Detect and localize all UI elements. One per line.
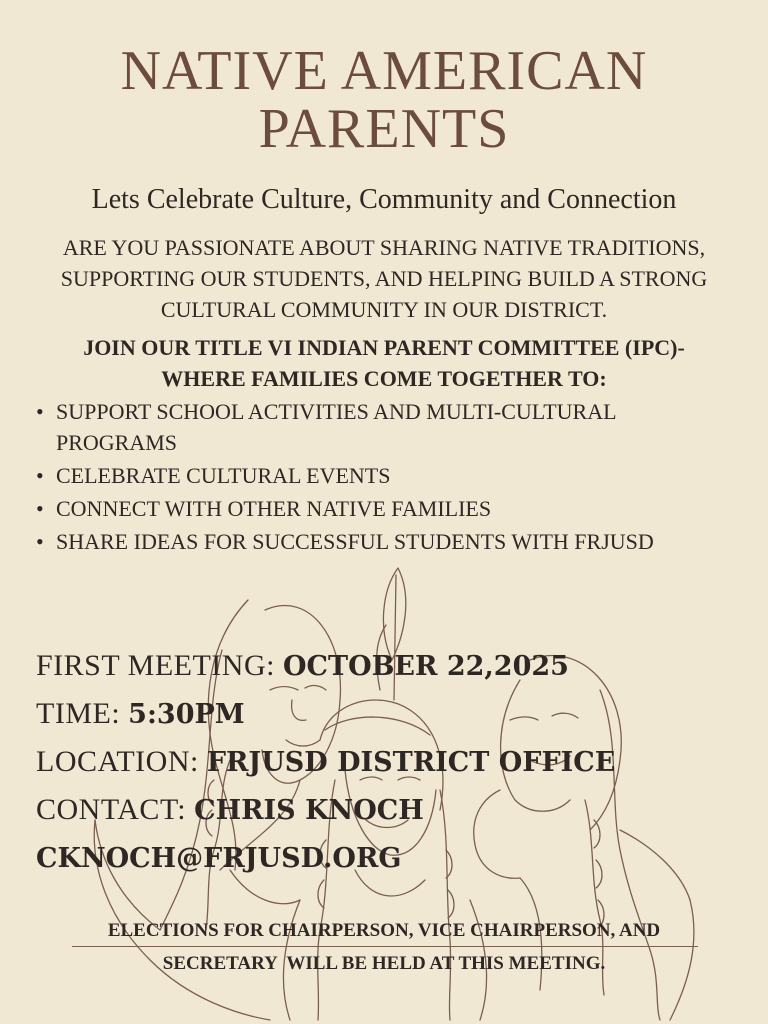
meeting-location-row bbox=[36, 738, 736, 786]
list-item bbox=[20, 526, 740, 557]
bullet-text: CONNECT WITH OTHER NATIVE FAMILIES bbox=[56, 496, 492, 521]
bullet-dot-icon: • bbox=[36, 399, 44, 424]
title-line-1: NATIVE AMERICAN bbox=[120, 40, 648, 102]
list-item bbox=[20, 493, 740, 524]
list-item bbox=[20, 396, 740, 458]
footer-line-2: SECRETARY WILL BE HELD AT THIS MEETING. bbox=[162, 953, 606, 974]
bullet-dot-icon: • bbox=[36, 463, 44, 488]
contact-label: CONTACT: bbox=[36, 793, 195, 826]
meeting-time: 5:30PM bbox=[128, 699, 245, 730]
meeting-date: OCTOBER 22,2025 bbox=[282, 651, 569, 682]
meeting-label: FIRST MEETING: bbox=[36, 649, 283, 682]
join-line-2: WHERE FAMILIES COME TOGETHER TO: bbox=[161, 366, 607, 391]
bullet-text: SHARE IDEAS FOR SUCCESSFUL STUDENTS WITH FRJUSD bbox=[56, 529, 654, 554]
contact-email: CKNOCH@FRJUSD.ORG bbox=[36, 843, 402, 874]
list-item bbox=[20, 460, 740, 491]
elections-note bbox=[0, 914, 768, 980]
bullet-text: CELEBRATE CULTURAL EVENTS bbox=[56, 463, 391, 488]
meeting-time-row bbox=[36, 690, 736, 738]
meeting-location: FRJUSD DISTRICT OFFICE bbox=[206, 747, 616, 778]
bullet-dot-icon: • bbox=[36, 529, 44, 554]
join-heading bbox=[0, 332, 768, 394]
intro-line-3: CULTURAL COMMUNITY IN OUR DISTRICT. bbox=[160, 297, 608, 322]
contact-name: CHRIS KNOCH bbox=[194, 795, 424, 826]
meeting-details bbox=[36, 642, 736, 882]
join-line-1: JOIN OUR TITLE VI INDIAN PARENT COMMITTEE (IPC)- bbox=[83, 335, 685, 360]
intro-line-1: ARE YOU PASSIONATE ABOUT SHARING NATIVE TRADITIONS, bbox=[62, 235, 706, 260]
location-label: LOCATION: bbox=[36, 745, 207, 778]
contact-email-row bbox=[36, 834, 736, 882]
footer-line-1: ELECTIONS FOR CHAIRPERSON, VICE CHAIRPERSON, AND bbox=[107, 920, 661, 941]
flyer-subtitle: Lets Celebrate Culture, Community and Connection bbox=[91, 184, 677, 215]
time-label: TIME: bbox=[36, 697, 129, 730]
intro-paragraph bbox=[0, 232, 768, 325]
bullet-list bbox=[20, 396, 740, 559]
bullet-text: SUPPORT SCHOOL ACTIVITIES AND MULTI-CULTURAL PROGRAMS bbox=[56, 399, 616, 455]
title-line-2: PARENTS bbox=[258, 98, 510, 160]
bullet-dot-icon: • bbox=[36, 496, 44, 521]
contact-row bbox=[36, 786, 736, 834]
flyer-title bbox=[0, 42, 768, 158]
intro-line-2: SUPPORTING OUR STUDENTS, AND HELPING BUILD A STRONG bbox=[60, 266, 708, 291]
meeting-date-row bbox=[36, 642, 736, 690]
